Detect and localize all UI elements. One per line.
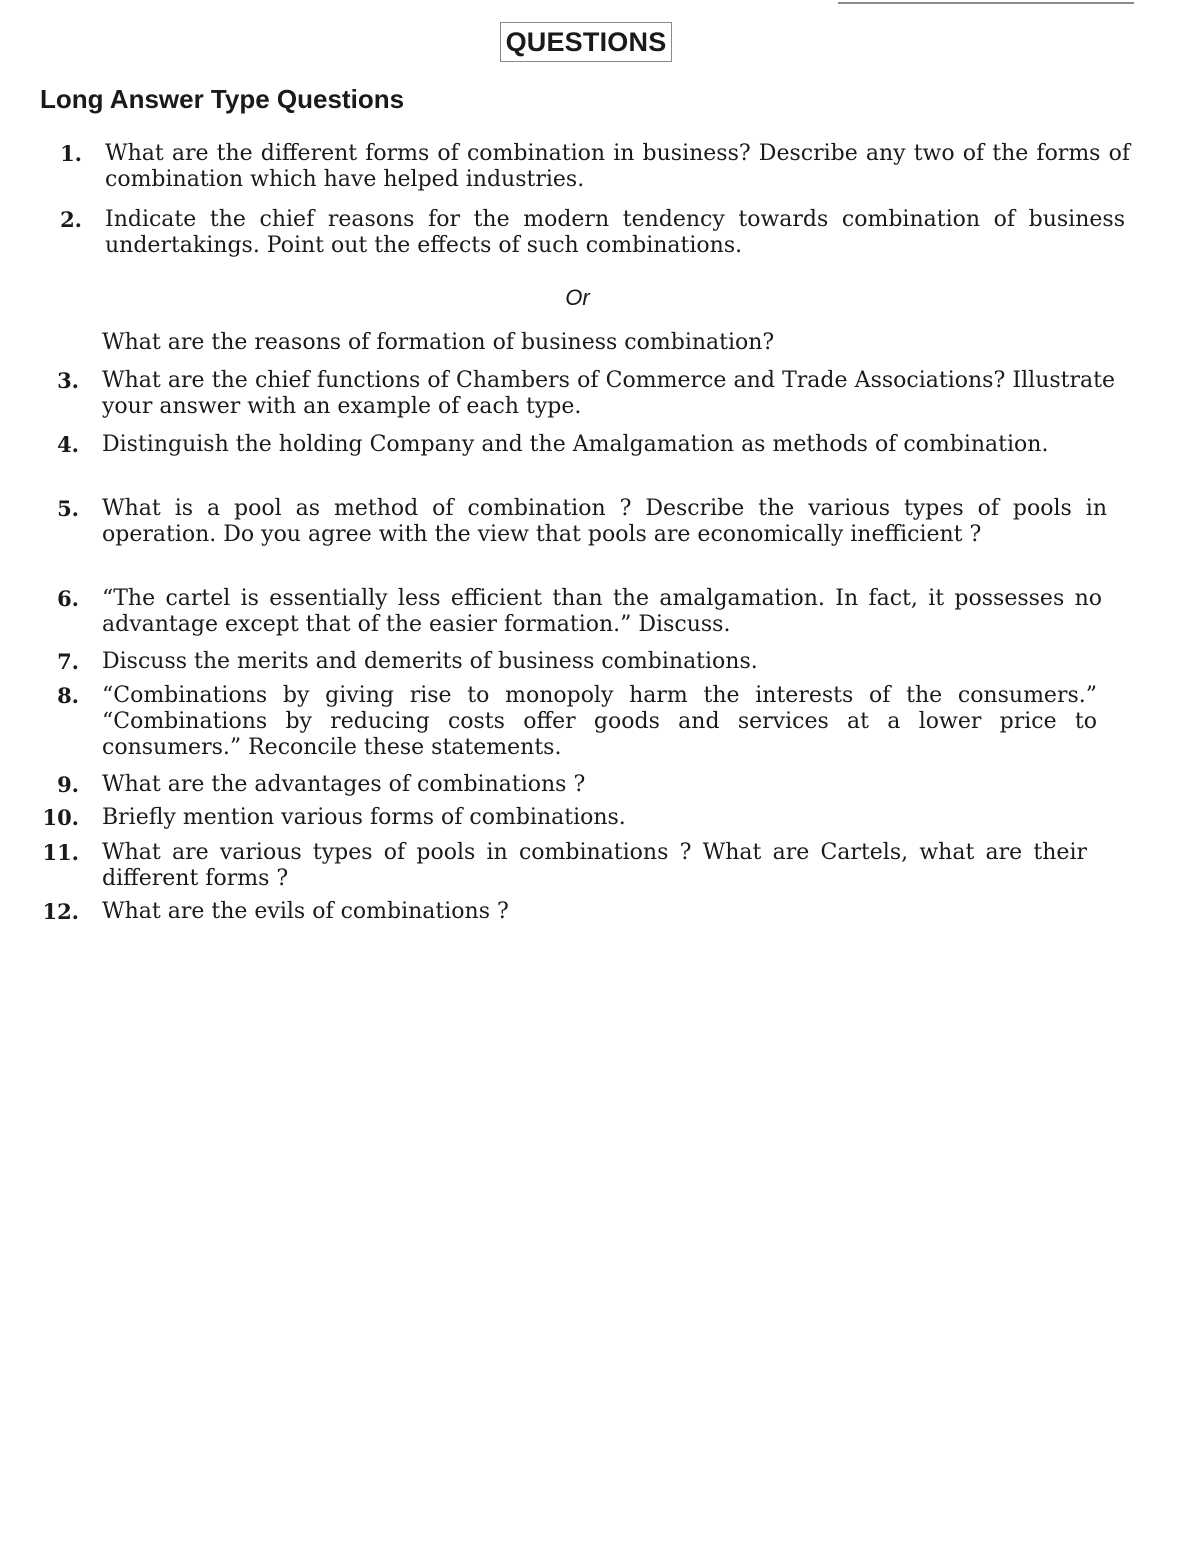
section-heading: Long Answer Type Questions: [40, 84, 405, 114]
question-text: “Combinations by giving rise to monopoly harm the interests of the consumers.” “Combinations by reducing costs offer goods and services at a lower price to consumers.” Reconcile these statements.: [102, 683, 1097, 760]
question-text: What are the advantages of combinations ?: [102, 772, 586, 797]
question-text: What are the different forms of combination in business? Describe any two of the forms of combination which have helped industries.: [105, 141, 1130, 192]
question-number: 11.: [42, 840, 79, 865]
question-number: 3.: [57, 368, 79, 393]
question-text: Briefly mention various forms of combinations.: [102, 805, 626, 830]
page-title: QUESTIONS: [500, 22, 672, 62]
question-text: What are various types of pools in combinations ? What are Cartels, what are their different forms ?: [102, 840, 1087, 891]
question-text: Indicate the chief reasons for the modern tendency towards combination of business undertakings. Point out the effects of such combinations.: [105, 207, 1125, 258]
question-text: What are the reasons of formation of business combination?: [102, 330, 775, 355]
question-number: 4.: [57, 432, 79, 457]
top-rule: [838, 2, 1134, 4]
question-number: 7.: [57, 649, 79, 674]
question-text: Discuss the merits and demerits of business combinations.: [102, 649, 758, 674]
question-number: 9.: [57, 772, 79, 797]
question-text: What are the chief functions of Chambers of Commerce and Trade Associations? Illustrate your answer with an example of each type.: [102, 368, 1115, 419]
question-number: 12.: [42, 899, 79, 924]
question-text: Distinguish the holding Company and the Amalgamation as methods of combination.: [102, 432, 1049, 457]
question-number: 10.: [42, 805, 79, 830]
question-number: 6.: [57, 586, 79, 611]
question-number: 8.: [57, 683, 79, 708]
question-text: What is a pool as method of combination ? Describe the various types of pools in operation. Do you agree with the view that pools are economically inefficient ?: [102, 496, 1107, 547]
question-number: 2.: [60, 207, 82, 232]
question-text: What are the evils of combinations ?: [102, 899, 509, 924]
or-separator: Or: [565, 285, 590, 310]
question-number: 1.: [60, 141, 82, 166]
question-text: “The cartel is essentially less efficient than the amalgamation. In fact, it possesses no advantage except that of the easier formation.” Discuss.: [102, 586, 1102, 637]
question-number: 5.: [57, 496, 79, 521]
